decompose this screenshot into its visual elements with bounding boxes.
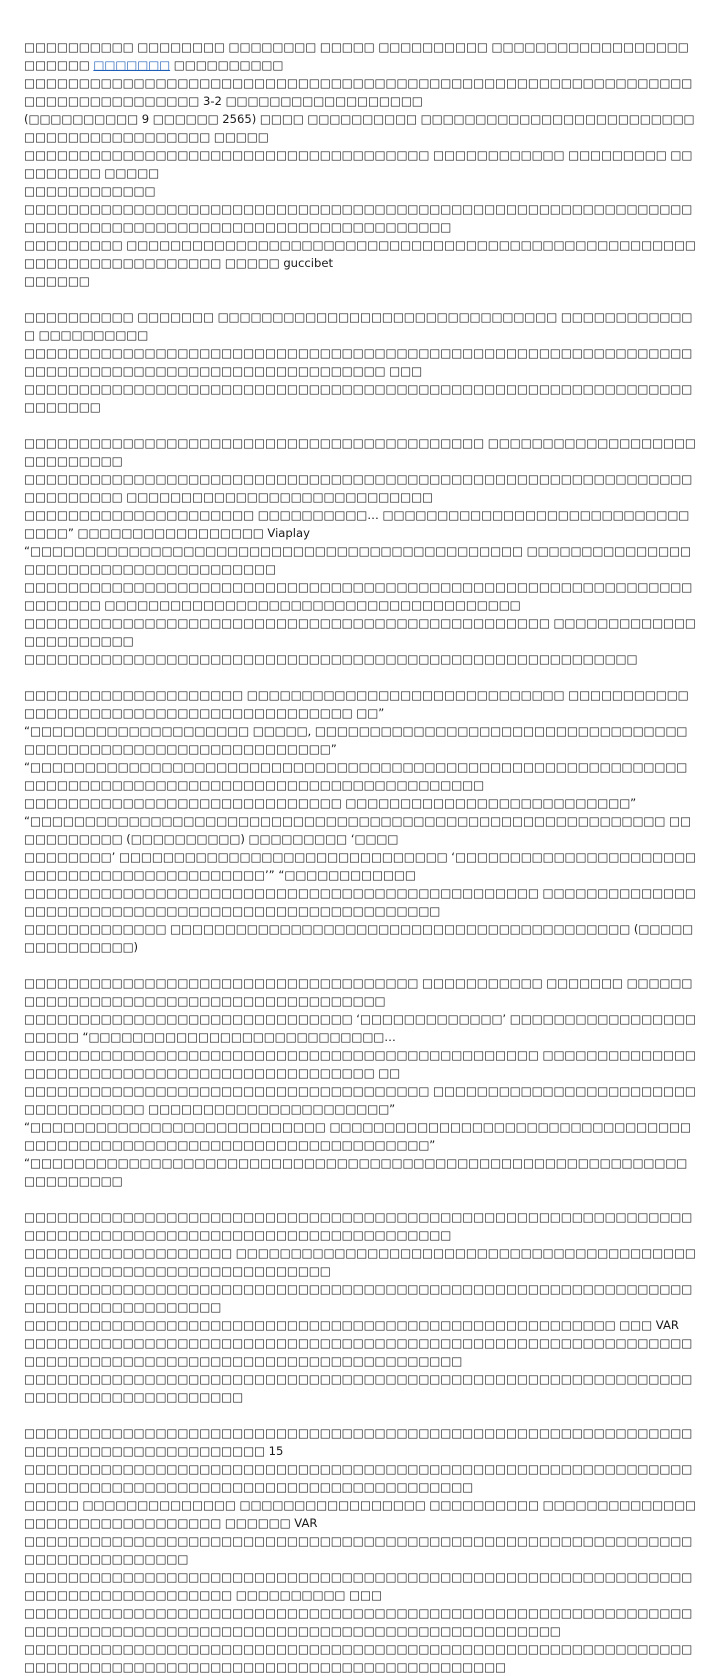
paragraph-text-before-link: □□□□□□□□□□ □□□□□□□□ □□□□□□□□ □□□□□ □□□□□□□□□□ □□□□□□□□□□□□□□□□□□ □□□□□□ bbox=[24, 40, 693, 72]
article-paragraph-6: □□□□□□□□□□□□□□□□□□□□□□□□□□□□□□□□□□□□□□□□□□□□□□□□□□□□□□□□□□□□□□□□□□□□□□□□□□□□□□□□□□□□□□□□□□□□□□□□□□□□ □□□□□□□□□□□□□□□□□□□ □□□□□□□□□□□□□□□□□□□□□□□□□□□□□□□□□□□□□□□□□□□□□□□□□□□□□□□□□□□□□□□□□□□□□□ □□□□□□□□□□□□□□□□□□□□□□□□□□□□□□□□□□□□□□□□□□□□□□□□□□□□□□□□□□□□□□□□□□□□□□□□□□□□□□□ □□□□□□□□□□□□□□□□□□□□□□□□□□□□□□□□□□□□□□□□□□□□□□□□□□□□□□ □□□ VAR □□□□□□□□□□□□□□□□□□□□□□□□□□□□□□□□□□□□□□□□□□□□□□□□□□□□□□□□□□□□□□□□□□□□□□□□□□□□□□□□□□□□□□□□□□□□□□□□□□□□□ □□□□□□□□□□□□□□□□□□□□□□□□□□□□□□□□□□□□□□□□□□□□□□□□□□□□□□□□□□□□□□□□□□□□□□□□□□□□□□□□□ bbox=[24, 1210, 696, 1404]
article-paragraph-3: □□□□□□□□□□□□□□□□□□□□□□□□□□□□□□□□□□□□□□□□□□ □□□□□□□□□□□□□□□□□□□□□□□□□□□□ □□□□□□□□□□□□□□□□□□□□□□□□□□□□□□□□□□□□□□□□□□□□□□□□□□□□□□□□□□□□□□□□□□□□□□ □□□□□□□□□□□□□□□□□□□□□□□□□□□□ □□□□□□□□□□□□□□□□□□□□□ □□□□□□□□□□… □□□□□□□□□□□□□□□□□□□□□□□□□□□□□□□□” □□□□□□□□□□□□□□□□□ Viaplay “□□□□□□□□□□□□□□□□□□□□□□□□□□□□□□□□□□□□□□□□□□□□□ □□□□□□□□□□□□□□□□□□□□□□□□□□□□□□□□□□□□□□ □□□□□□□□□□□□□□□□□□□□□□□□□□□□□□□□□□□□□□□□□□□□□□□□□□□□□□□□□□□□□□□□□□□□ □□□□□□□□□□□□□□□□□□□□□□□□□□□□□□□□□□□□□□ □□□□□□□□□□□□□□□□□□□□□□□□□□□□□□□□□□□□□□□□□□□□□□□□ □□□□□□□□□□□□□□□□□□□□□□□ □□□□□□□□□□□□□□□□□□□□□□□□□□□□□□□□□□□□□□□□□□□□□□□□□□□□□□□□ bbox=[24, 436, 696, 666]
article-paragraph-4: □□□□□□□□□□□□□□□□□□□□ □□□□□□□□□□□□□□□□□□□□□□□□□□□□□ □□□□□□□□□□□□□□□□□□□□□□□□□□□□□□□□□□□□□□□□□ □□” “□□□□□□□□□□□□□□□□□□□□ □□□□□, □□□□□□□□□□□□□□□□□□□□□□□□□□□□□□□□□□□□□□□□□□□□□□□□□□□□□□□□□□□□□□” “□□□□□□□□□□□□□□□□□□□□□□□□□□□□□□□□□□□□□□□□□□□□□□□□□□□□□□□□□□□□□□□□□□□□□□□□□□□□□□□□□□□□□□□□□□□□□□□□□□□□□□ □□□□□□□□□□□□□□□□□□□□□□□□□□□□□ □□□□□□□□□□□□□□□□□□□□□□□□□□” “□□□□□□□□□□□□□□□□□□□□□□□□□□□□□□□□□□□□□□□□□□□□□□□□□□□□□□□□□□ □□□□□□□□□□□ (□□□□□□□□□□) □□□□□□□□□ ‘□□□□ □□□□□□□□’ □□□□□□□□□□□□□□□□□□□□□□□□□□□□□□ ‘□□□□□□□□□□□□□□□□□□□□□□□□□□□□□□□□□□□□□□□□□□□□’” “□□□□□□□□□□□□ □□□□□□□□□□□□□□□□□□□□□□□□□□□□□□□□□□□□□□□□□□□□□□□ □□□□□□□□□□□□□□□□□□□□□□□□□□□□□□□□□□□□□□□□□□□□□□□□□□□□ □□□□□□□□□□□□□ □□□□□□□□□□□□□□□□□□□□□□□□□□□□□□□□□□□□□□□□□□ (□□□□□□□□□□□□□□□) bbox=[24, 688, 696, 954]
inline-article-link[interactable]: □□□□□□□ bbox=[93, 58, 171, 72]
paragraph-text-after-link: □□□□□□□□□□ □□□□□□□□□□□□□□□□□□□□□□□□□□□□□□□□□□□□□□□□□□□□□□□□□□□□□□□□□□□□□□□□□□□□□□□□□□□□□ 3-2 □□□□□□□□□□□□□□□□□□ (□□□□□□□□□□ 9 □□□□□□ 2565) □□□□ □□□□□□□□□□ □□□□□□□□□□□□□□□□□□□□□□□□□□□□□□□□□□□□□□□□□□ □□□□□ □□□□□□□□□□□□□□□□□□□□□□□□□□□□□□□□□□□□□ □□□□□□□□□□□□ □□□□□□□□□ □□□□□□□□□ □□□□□ □□□□□□□□□□□□ □□□□□□□□□□□□□□□□□□□□□□□□□□□□□□□□□□□□□□□□□□□□□□□□□□□□□□□□□□□□□□□□□□□□□□□□□□□□□□□□□□□□□□□□□□□□□□□□□□□□ □□□□□□□□□ □□□□□□□□□□□□□□□□□□□□□□□□□□□□□□□□□□□□□□□□□□□□□□□□□□□□□□□□□□□□□□□□□□□□□□ □□□□□ guccibet □□□□□□ bbox=[24, 58, 696, 288]
article-paragraph-2: □□□□□□□□□□ □□□□□□□ □□□□□□□□□□□□□□□□□□□□□□□□□□□□□□□ □□□□□□□□□□□□□ □□□□□□□□□□ □□□□□□□□□□□□□□□□□□□□□□□□□□□□□□□□□□□□□□□□□□□□□□□□□□□□□□□□□□□□□□□□□□□□□□□□□□□□□□□□□□□□□□□□□□□□□□ □□□ □□□□□□□□□□□□□□□□□□□□□□□□□□□□□□□□□□□□□□□□□□□□□□□□□□□□□□□□□□□□□□□□□□□□ bbox=[24, 310, 693, 414]
article-paragraph-5: □□□□□□□□□□□□□□□□□□□□□□□□□□□□□□□□□□□□ □□□□□□□□□□□ □□□□□□□ □□□□□□□□□□□□□□□□□□□□□□□□□□□□□□□□□□□□□□□ □□□□□□□□□□□□□□□□□□□□□□□□□□□□□□ ‘□□□□□□□□□□□□□’ □□□□□□□□□□□□□□□□□□□□□□ “□□□□□□□□□□□□□□□□□□□□□□□□□□□… □□□□□□□□□□□□□□□□□□□□□□□□□□□□□□□□□□□□□□□□□□□□□□□ □□□□□□□□□□□□□□□□□□□□□□□□□□□□□□□□□□□□□□□□□□□□□□ □□ □□□□□□□□□□□□□□□□□□□□□□□□□□□□□□□□□□□□□ □□□□□□□□□□□□□□□□□□□□□□□□□□□□□□□□□□□ □□□□□□□□□□□□□□□□□□□□□□” “□□□□□□□□□□□□□□□□□□□□□□□□□□□ □□□□□□□□□□□□□□□□□□□□□□□□□□□□□□□□□□□□□□□□□□□□□□□□□□□□□□□□□□□□□□□□□□□□□□” “□□□□□□□□□□□□□□□□□□□□□□□□□□□□□□□□□□□□□□□□□□□□□□□□□□□□□□□□□□□□□□□□□□□□□ bbox=[24, 976, 696, 1188]
article-paragraph-1 bbox=[24, 38, 696, 290]
article-paragraph-7: □□□□□□□□□□□□□□□□□□□□□□□□□□□□□□□□□□□□□□□□□□□□□□□□□□□□□□□□□□□□□□□□□□□□□□□□□□□□□□□□□□□ 15 □□□□□□□□□□□□□□□□□□□□□□□□□□□□□□□□□□□□□□□□□□□□□□□□□□□□□□□□□□□□□□□□□□□□□□□□□□□□□□□□□□□□□□□□□□□□□□□□□□□□□□ □□□□□ □□□□□□□□□□□□□□ □□□□□□□□□□□□□□□□□ □□□□□□□□□□ □□□□□□□□□□□□□□□□□□□□□□□□□□□□□□□□ □□□□□□ VAR □□□□□□□□□□□□□□□□□□□□□□□□□□□□□□□□□□□□□□□□□□□□□□□□□□□□□□□□□□□□□□□□□□□□□□□□□□□□ □□□□□□□□□□□□□□□□□□□□□□□□□□□□□□□□□□□□□□□□□□□□□□□□□□□□□□□□□□□□□□□□□□□□□□□□□□□□□□□□ □□□□□□□□□□ □□□ □□□□□□□□□□□□□□□□□□□□□□□□□□□□□□□□□□□□□□□□□□□□□□□□□□□□□□□□□□□□□□□□□□□□□□□□□□□□□□□□□□□□□□□□□□□□□□□□□□□□□□□□□□□□□□ □□□□□□□□□□□□□□□□□□□□□□□□□□□□□□□□□□□□□□□□□□□□□□□□□□□□□□□□□□□□□□□□□□□□□□□□□□□□□□□□□□□□□□□□□□□□□□□□□□□□□□□□□ bbox=[24, 1426, 696, 1674]
article-body bbox=[24, 38, 696, 1676]
